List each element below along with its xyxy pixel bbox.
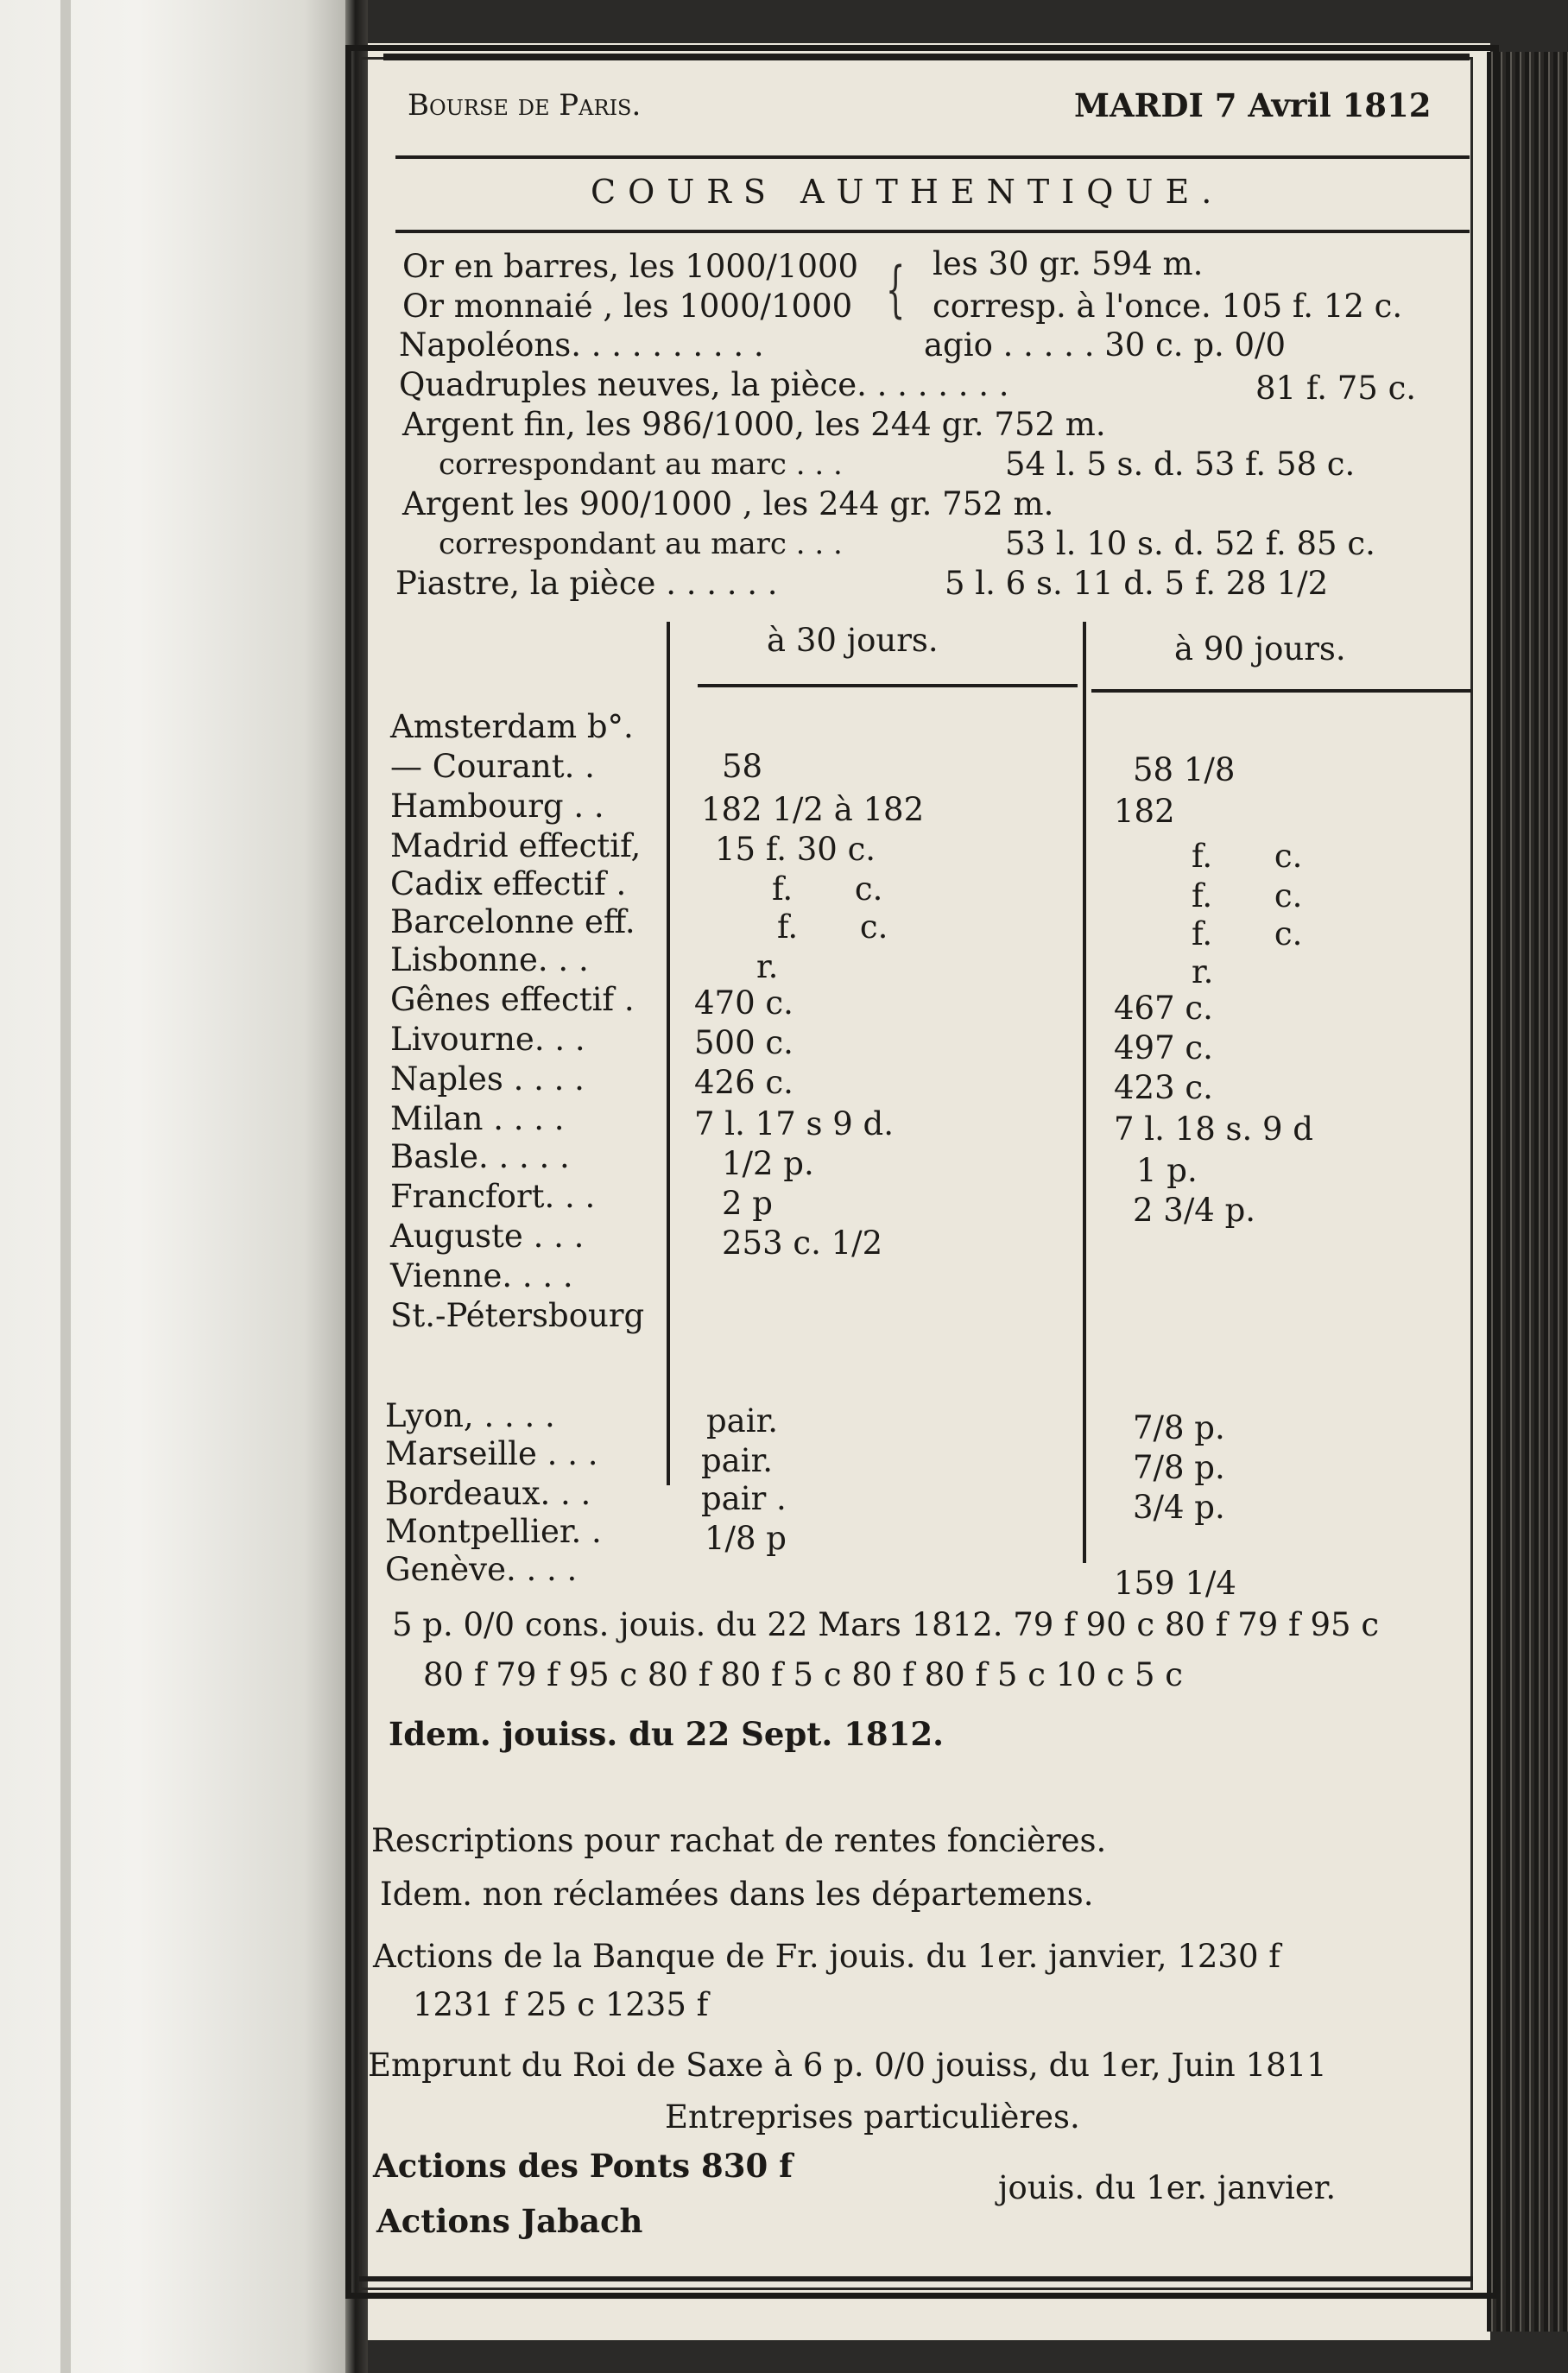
exchange-place: Francfort. . . [390, 1178, 596, 1215]
exchange-place: Vienne. . . . [390, 1257, 573, 1294]
metal-value: agio . . . . . 30 c. p. 0/0 [924, 326, 1287, 364]
exchange-place: Gênes effectif . [390, 981, 635, 1018]
metal-value: corresp. à l'once. 105 f. 12 c. [933, 288, 1403, 325]
actions-ponts: Actions des Ponts 830 f [373, 2147, 793, 2185]
domestic-90: 3/4 p. [1133, 1489, 1225, 1526]
metal-value: les 30 gr. 594 m. [933, 245, 1204, 282]
exchange-place: Naples . . . . [390, 1060, 585, 1098]
emprunt-saxe: Emprunt du Roi de Saxe à 6 p. 0/0 jouiss, du 1er, Juin 1811 [368, 2047, 1327, 2084]
page-title: COURS AUTHENTIQUE. [591, 173, 1224, 211]
domestic-place: Genève. . . . [385, 1551, 578, 1588]
column-divider [667, 622, 670, 1485]
exchange-30: 15 f. 30 c. [715, 831, 876, 868]
col-90-rule [1091, 689, 1471, 693]
exchange-place: — Courant. . [390, 748, 595, 785]
rentes-line: 80 f 79 f 95 c 80 f 80 f 5 c 80 f 80 f 5 c 10 c 5 c [423, 1656, 1184, 1693]
exchange-place: Madrid effectif, [390, 827, 642, 864]
domestic-90: 159 1/4 [1114, 1565, 1236, 1602]
exchange-30: f. c. [777, 908, 888, 946]
exchange-30: r. [756, 948, 779, 985]
metal-label: correspondant au marc . . . [439, 527, 843, 561]
domestic-30: pair. [706, 1402, 778, 1440]
header-left: Bourse de Paris. [408, 88, 642, 123]
exchange-30: 2 p [722, 1185, 773, 1222]
header-rule-2 [395, 230, 1470, 233]
domestic-place: Lyon, . . . . [385, 1397, 555, 1434]
top-rule [383, 54, 1470, 60]
actions-jabach: Actions Jabach [376, 2202, 643, 2240]
exchange-90: 58 1/8 [1133, 751, 1236, 788]
metal-label: Argent fin, les 986/1000, les 244 gr. 752 m. [402, 406, 1106, 443]
metal-value: 54 l. 5 s. d. 53 f. 58 c. [1005, 446, 1356, 483]
col-30-header: à 30 jours. [767, 622, 939, 659]
exchange-place: Auguste . . . [390, 1218, 585, 1255]
exchange-place: St.-Pétersbourg [390, 1297, 645, 1334]
exchange-90: 497 c. [1114, 1029, 1213, 1066]
domestic-place: Marseille . . . [385, 1435, 598, 1472]
exchange-place: Lisbonne. . . [390, 941, 589, 978]
exchange-90: 7 l. 18 s. 9 d [1114, 1111, 1313, 1148]
domestic-90: 7/8 p. [1133, 1409, 1225, 1446]
domestic-90: 7/8 p. [1133, 1449, 1225, 1486]
exchange-place: Milan . . . . [390, 1100, 565, 1137]
metal-value: 53 l. 10 s. d. 52 f. 85 c. [1005, 525, 1375, 562]
exchange-30: 426 c. [694, 1064, 793, 1101]
header-rule-1 [395, 155, 1470, 159]
exchange-30: 253 c. 1/2 [722, 1224, 883, 1262]
col-30-rule [698, 684, 1078, 687]
domestic-place: Bordeaux. . . [385, 1475, 591, 1512]
exchange-30: 7 l. 17 s 9 d. [694, 1105, 894, 1142]
domestic-place: Montpellier. . [385, 1513, 602, 1550]
exchange-place: Livourne. . . [390, 1021, 585, 1058]
exchange-30: f. c. [772, 870, 883, 908]
exchange-90: f. c. [1192, 838, 1303, 875]
idem-line: Idem. non réclamées dans les départemens. [380, 1876, 1094, 1913]
exchange-30: 470 c. [694, 984, 793, 1022]
domestic-30: 1/8 p [705, 1520, 787, 1557]
rescriptions: Rescriptions pour rachat de rentes foncières. [371, 1822, 1107, 1859]
column-divider [1083, 622, 1086, 1563]
exchange-90: 2 3/4 p. [1133, 1192, 1256, 1229]
left-page-edge [60, 0, 71, 2373]
metal-label: Argent les 900/1000 , les 244 gr. 752 m. [402, 485, 1054, 522]
ponts-jouis: jouis. du 1er. janvier. [998, 2169, 1337, 2206]
exchange-90: 467 c. [1114, 990, 1213, 1027]
header-date: MARDI 7 Avril 1812 [1074, 86, 1432, 124]
exchange-place: Amsterdam b°. [390, 708, 634, 745]
page-edges [1487, 52, 1568, 2332]
exchange-90: f. c. [1192, 915, 1303, 952]
metal-label: Napoléons. . . . . . . . . . [399, 326, 764, 364]
brace: { [886, 254, 906, 325]
exchange-place: Basle. . . . . [390, 1138, 570, 1175]
actions-banque-values: 1231 f 25 c 1235 f [413, 1986, 709, 2023]
metal-value: 5 l. 6 s. 11 d. 5 f. 28 1/2 [945, 565, 1329, 602]
actions-banque: Actions de la Banque de Fr. jouis. du 1er. janvier, 1230 f [373, 1938, 1280, 1975]
exchange-90: 1 p. [1136, 1152, 1198, 1189]
exchange-place: Barcelonne eff. [390, 903, 635, 940]
exchange-90: 182 [1114, 793, 1175, 830]
metal-label: Quadruples neuves, la pièce. . . . . . . . [399, 366, 1009, 403]
col-90-header: à 90 jours. [1174, 630, 1346, 668]
exchange-30: 182 1/2 à 182 [701, 791, 925, 828]
exchange-90: 423 c. [1114, 1069, 1213, 1106]
metal-label: Or monnaié , les 1000/1000 [402, 288, 853, 325]
exchange-place: Hambourg . . [390, 788, 604, 825]
exchange-30: 1/2 p. [722, 1145, 814, 1182]
bottom-rule [359, 2276, 1473, 2281]
metal-label: Or en barres, les 1000/1000 [402, 248, 859, 285]
rentes-idem: Idem. jouiss. du 22 Sept. 1812. [389, 1715, 944, 1753]
domestic-30: pair . [701, 1480, 787, 1517]
metal-label: Piastre, la pièce . . . . . . [395, 565, 778, 602]
exchange-30: 500 c. [694, 1024, 793, 1061]
rentes-line: 5 p. 0/0 cons. jouis. du 22 Mars 1812. 79 f 90 c 80 f 79 f 95 c [392, 1606, 1380, 1643]
exchange-90: f. c. [1192, 877, 1303, 914]
domestic-30: pair. [701, 1442, 773, 1479]
exchange-30: 58 [722, 748, 763, 785]
exchange-place: Cadix effectif . [390, 865, 627, 902]
left-blank-page [0, 0, 345, 2373]
exchange-90: r. [1192, 953, 1214, 990]
metal-value: 81 f. 75 c. [1255, 370, 1417, 407]
entreprises-heading: Entreprises particulières. [665, 2098, 1080, 2136]
metal-label: correspondant au marc . . . [439, 447, 843, 482]
